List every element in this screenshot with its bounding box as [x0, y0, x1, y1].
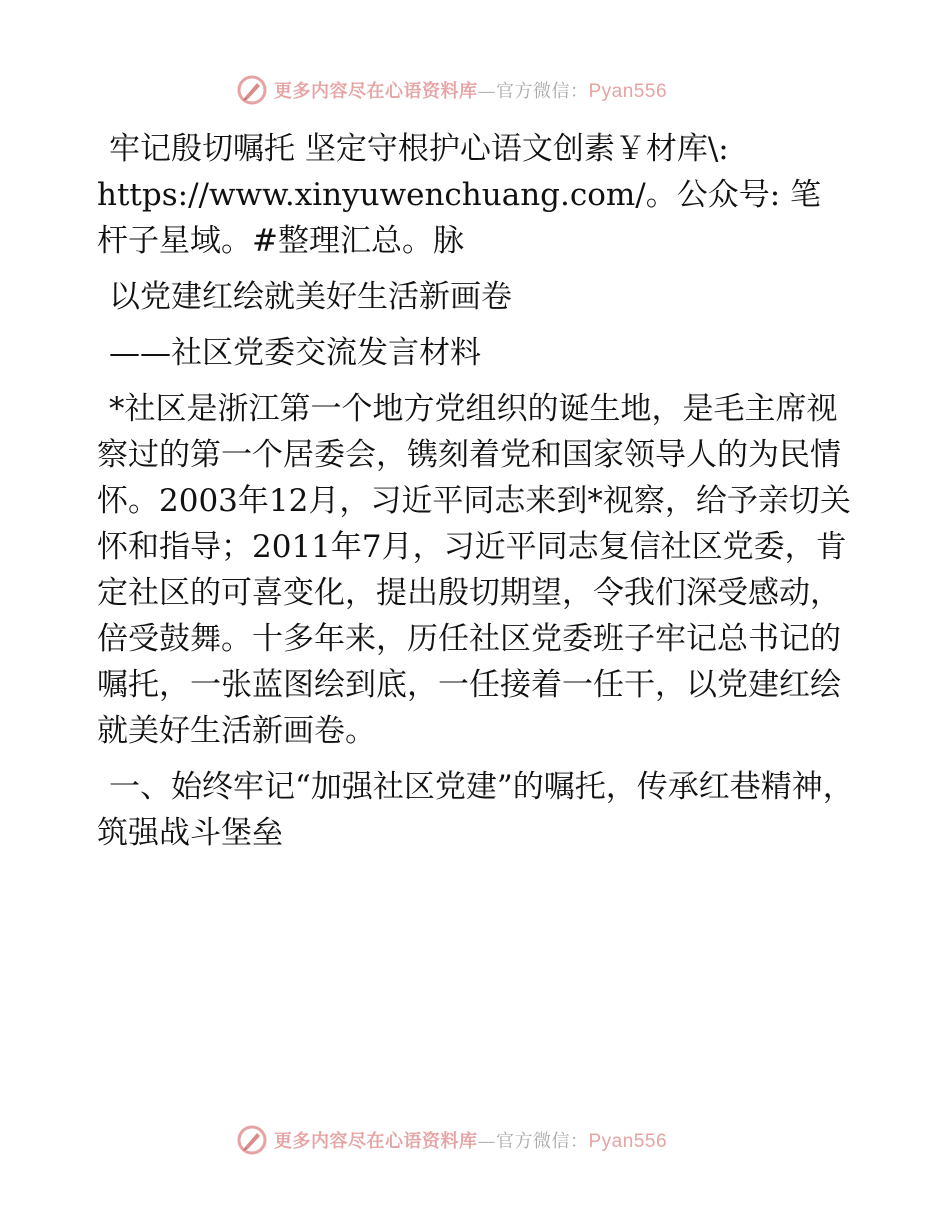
- watermark-wechat-id: Pyan556: [588, 81, 668, 102]
- intro-line-3: 杆子星域。#整理汇总。脉: [97, 223, 464, 259]
- watermark-label: 官方微信：: [496, 1131, 589, 1152]
- watermark-header: [236, 72, 667, 108]
- body-paragraph-1: *社区是浙江第一个地方党组织的诞生地，是毛主席视察过的第一个居委会，镌刻着党和国家领导人的为民情怀。2003年12月，习近平同志来到*视察，给予亲切关怀和指导；2011年7月，习近平同志复信社区党委，肯定社区的可喜变化，提出殷切期望，令我们深受感动，倍受鼓舞。十多年来，历任社区党委班子牢记总书记的嘱托，一张蓝图绘到底，一任接着一任干，以党建红绘就美好生活新画卷。: [97, 391, 851, 749]
- watermark-separator: —: [477, 81, 496, 102]
- section-heading-1: 一、始终牢记“加强社区党建”的嘱托，传承红巷精神，筑强战斗堡垒: [97, 769, 854, 851]
- document-body: [97, 126, 857, 866]
- watermark-separator: —: [477, 1131, 496, 1152]
- intro-line-2: https://www.xinyuwenchuang.com/。公众号: 笔: [97, 177, 822, 213]
- pen-circle-logo-icon: [236, 74, 268, 106]
- watermark-label: 官方微信：: [496, 81, 589, 102]
- pen-circle-logo-icon: [236, 1124, 268, 1156]
- watermark-wechat-id: Pyan556: [588, 1131, 668, 1152]
- watermark-footer: [236, 1122, 667, 1158]
- intro-line-1: 牢记殷切嘱托 坚定守根护心语文创素￥材库\:: [109, 131, 729, 167]
- watermark-brand: 更多内容尽在心语资料库: [274, 1131, 478, 1152]
- document-subtitle: ——社区党委交流发言材料: [109, 335, 481, 371]
- watermark-brand: 更多内容尽在心语资料库: [274, 81, 478, 102]
- document-title: 以党建红绘就美好生活新画卷: [109, 279, 512, 315]
